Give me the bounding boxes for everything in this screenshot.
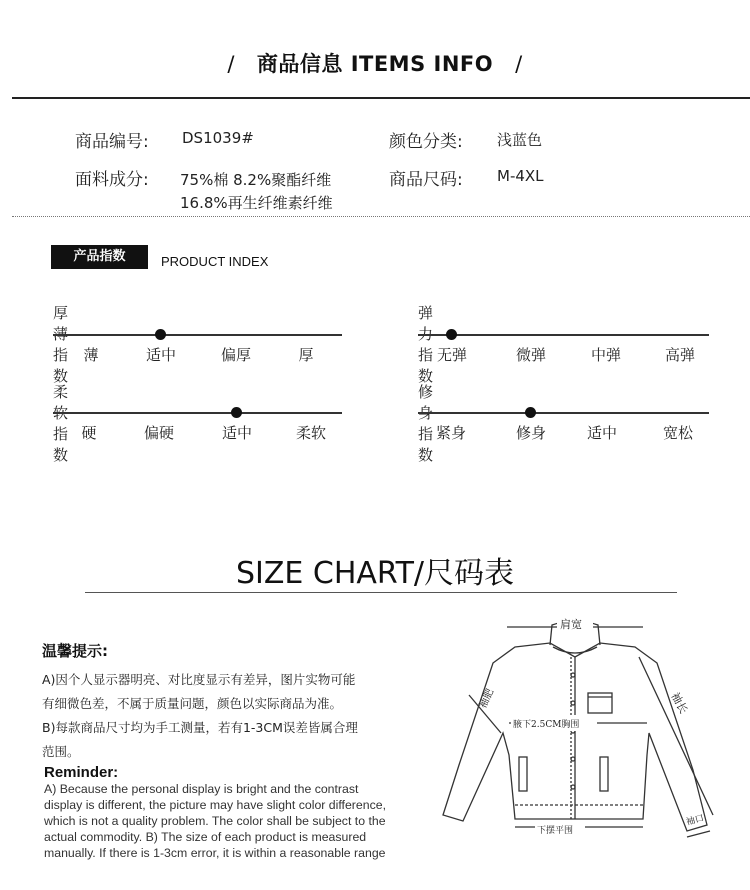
scale-tick: 适中: [221, 424, 252, 442]
fabric-line1: 75%棉 8.2%聚酯纤维: [180, 171, 332, 189]
scale-tick: 薄: [83, 346, 99, 364]
scale-marker: [155, 329, 166, 340]
scale-tick: 适中: [586, 424, 617, 442]
scale-tick: 适中: [145, 346, 176, 364]
tips-line: A)因个人显示器明亮、对比度显示有差异，图片实物可能: [42, 672, 356, 687]
color-label: 颜色分类:: [389, 132, 463, 152]
side-pocket-right: [600, 757, 608, 791]
scale-tick: 中弹: [590, 346, 621, 364]
shoulder-label: 肩宽: [560, 618, 582, 631]
reminder-line: which is not a quality problem. The color shall be subject to the: [44, 814, 386, 828]
code-value: DS1039#: [182, 129, 254, 147]
tips-line: 范围。: [42, 744, 80, 759]
scale-line: [53, 334, 342, 336]
chest-pocket: [588, 693, 612, 713]
scale-tick: 宽松: [662, 424, 693, 442]
sleeve-label: 袖长: [668, 690, 691, 716]
scale-line: [418, 412, 709, 414]
scale-tick: 柔软: [295, 424, 326, 442]
tips-line: 有细微色差，不属于质量问题，颜色以实际商品为准。: [42, 696, 343, 711]
scale-tick: 无弹: [436, 346, 467, 364]
cuff-label: 袖口: [685, 813, 706, 828]
size-label: 商品尺码:: [389, 170, 463, 190]
scale-tick: 高弹: [664, 346, 695, 364]
hem-label: 下摆平围: [537, 826, 574, 836]
fabric-label: 面料成分:: [75, 170, 149, 190]
product-index-badge: 产品指数: [51, 245, 148, 269]
scale-tick: 修身: [515, 424, 546, 442]
header-title: 商品信息 ITEMS INFO: [256, 52, 494, 76]
fabric-line2: 16.8%再生纤维素纤维: [180, 194, 333, 212]
scale-tick: 偏硬: [143, 424, 174, 442]
tips-text: [42, 668, 422, 764]
color-value: 浅蓝色: [497, 131, 543, 149]
header-slash-right: /: [515, 52, 523, 76]
size-chart-title: SIZE CHART/尺码表: [235, 556, 515, 591]
scale-line: [418, 334, 709, 336]
reminder-line: A) Because the personal display is bright and the contrast: [44, 782, 359, 796]
scale-title: 弹力指数: [418, 304, 434, 385]
side-pocket-left: [519, 757, 527, 791]
tips-title: 温馨提示:: [42, 642, 108, 660]
code-label: 商品编号:: [75, 132, 149, 152]
jacket-measurement-diagram: [425, 605, 725, 885]
info-divider: [12, 216, 750, 217]
scale-title: 柔软指数: [53, 383, 69, 464]
reminder-title: Reminder:: [44, 764, 119, 781]
chest-label: 腋下2.5CM胸围: [513, 720, 580, 730]
scale-tick: 偏厚: [220, 346, 251, 364]
scale-title: 厚薄指数: [53, 304, 69, 385]
scale-title: 修身指数: [418, 383, 434, 464]
scale-tick: 微弹: [515, 346, 546, 364]
size-chart-divider: [85, 592, 677, 593]
scale-marker: [525, 407, 536, 418]
reminder-line: display is different, the picture may have slight color difference,: [44, 798, 386, 812]
sleeve-width-label: 袖肥: [477, 687, 497, 711]
reminder-line: actual commodity. B) The size of each product is measured: [44, 830, 367, 844]
reminder-line: manually. If there is 1-3cm error, it is within a reasonable range: [44, 846, 386, 860]
tips-line: B)每款商品尺寸均为手工测量，若有1-3CM误差皆属合理: [42, 720, 358, 735]
scale-marker: [231, 407, 242, 418]
scale-tick: 厚: [298, 346, 314, 364]
scale-tick: 紧身: [435, 424, 466, 442]
scale-line: [53, 412, 342, 414]
scale-marker: [446, 329, 457, 340]
header-slash-left: /: [227, 52, 235, 76]
size-value: M-4XL: [497, 167, 544, 185]
reminder-text: [44, 781, 429, 861]
header-divider: [12, 97, 750, 99]
product-index-english: PRODUCT INDEX: [161, 254, 269, 269]
scale-tick: 硬: [81, 424, 97, 442]
items-info-header: [0, 48, 750, 78]
